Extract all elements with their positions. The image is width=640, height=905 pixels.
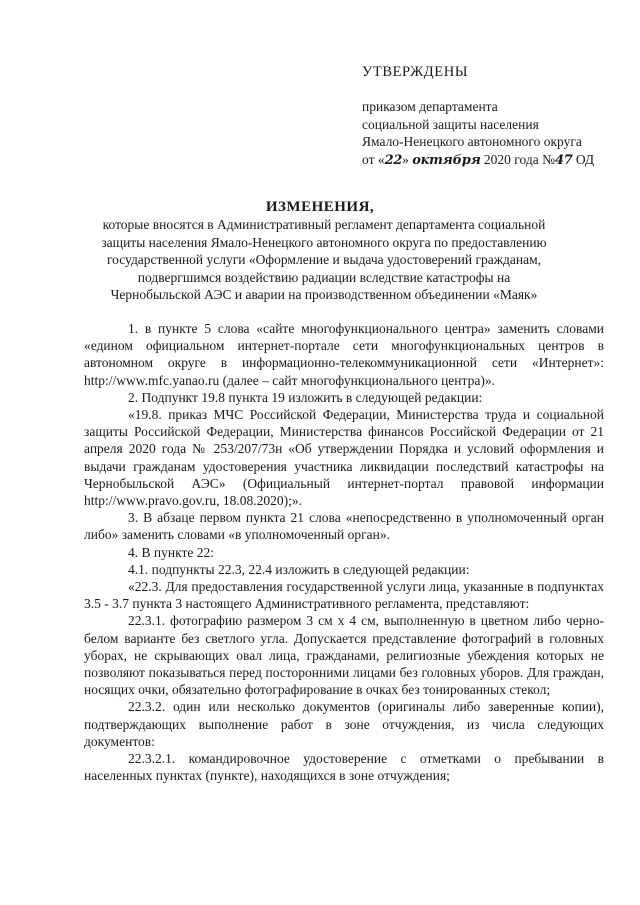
paragraph-3: 3. В абзаце первом пункта 21 слова «непосредственно в уполномоченный орган либо» заменить словами «в уполномоченный орган». [84,510,604,543]
subtitle-line: защиты населения Ямало-Ненецкого автономного округа по предоставлению [101,234,547,250]
paragraph-22-3: «22.3. Для предоставления государственной услуги лица, указанные в подпунктах 3.5 - 3.7 пункта 3 настоящего Административного регламента, представляют: [84,579,604,612]
date-year: 2020 года № [480,151,555,167]
approval-line-3: Ямало-Ненецкого автономного округа [362,134,582,149]
subtitle-line: Чернобыльской АЭС и аварии на производственном объединении «Маяк» [110,287,538,302]
date-prefix: от « [362,151,385,167]
paragraph-2: 2. Подпункт 19.8 пункта 19 изложить в следующей редакции: [128,389,483,405]
document-title: ИЗМЕНЕНИЯ, [265,199,375,215]
subtitle-line: подвергшимся воздействию радиации вследствие катастрофы на [137,269,511,285]
paragraph-4-1: 4.1. подпункты 22.3, 22.4 изложить в следующей редакции: [128,561,470,577]
subtitle-line: которые вносятся в Административный регламент департамента социальной [102,217,546,232]
approval-title: УТВЕРЖДЕНЫ [362,64,469,80]
date-mid: » [402,151,413,167]
handwritten-day: 22 [384,152,403,168]
paragraph-19-8: «19.8. приказ МЧС Российской Федерации, Министерства труда и социальной защиты Российской Федерации, Министерства финансов Российской Федерации от 21 апреля 2020 года № 253/207/73н «Об утверждении Порядка и условий оформления и выдачи гражданам удостоверения участника ликвидации последствий катастрофы на Чернобыльской АЭС» (Официальный интернет-портал правовой информации http://www.pravo.gov.ru, 18.08.2020);». [84,407,604,509]
paragraph-22-3-2: 22.3.2. один или несколько документов (оригиналы либо заверенные копии), подтверждающих выполнение работ в зоне отчуждения, из числа следующих документов: [84,699,604,749]
document-subtitle [40,216,608,304]
handwritten-month: октября [412,152,481,168]
paragraph-22-3-1: 22.3.1. фотографию размером 3 см х 4 см, выполненную в цветном либо черно-белом варианте без светлого угла. Допускается представление фотографий в головных уборах, не скрывающих овал лица, гражданами, религиозные убеждения которых не позволяют показываться перед посторонними лицами без головных уборов. Для граждан, носящих очки, обязательно фотографирование в очках без тонированных стекол; [84,613,604,698]
approval-line-2: социальной защиты населения [362,116,539,132]
order-suffix: ОД [572,151,595,167]
approval-block [362,98,594,169]
handwritten-number: 47 [554,152,573,168]
approval-line-1: приказом департамента [362,99,498,114]
paragraph-22-3-2-1: 22.3.2.1. командировочное удостоверение с отметками о пребывании в населенных пунктах (пункте), находящихся в зоне отчуждения; [84,751,604,784]
subtitle-line: государственной услуги «Оформление и выдача удостоверений гражданам, [106,252,542,267]
paragraph-4: 4. В пункте 22: [128,544,214,560]
document-body [84,320,604,784]
paragraph-1: 1. в пункте 5 слова «сайте многофункционального центра» заменить словами «едином официальном интернет-портале сети многофункциональных центров в автономном округе в информационно-телекоммуникационной сети «Интернет»: http://www.mfc.yanao.ru (далее – сайт многофункционального центра)». [84,321,604,388]
approval-date-line [362,151,594,170]
